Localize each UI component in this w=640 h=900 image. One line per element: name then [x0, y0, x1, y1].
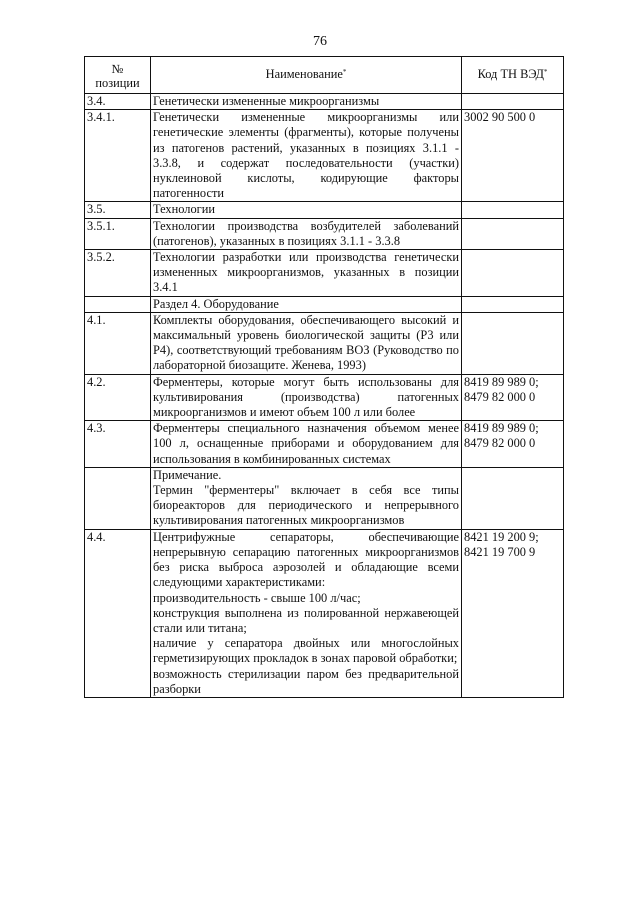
cell-name: [151, 202, 462, 218]
cell-code: [462, 421, 564, 468]
cell-code: [462, 312, 564, 374]
cell-code: [462, 94, 564, 110]
cell-code-line: 8479 82 000 0: [464, 436, 536, 451]
cell-code: [462, 467, 564, 529]
cell-name-line: Ферментеры, которые могут быть использованы для культивирования (производства) патогенных микроорганизмов и имеют объем 100 л или более: [153, 374, 459, 420]
table-row: [85, 529, 564, 697]
cell-position-number: 3.5.2.: [85, 250, 151, 297]
table-row: [85, 296, 564, 312]
cell-position-number: 4.3.: [85, 421, 151, 468]
header-name-label: Наименование: [265, 67, 343, 82]
cell-name-line: Раздел 4. Оборудование: [153, 296, 279, 311]
cell-name: [151, 250, 462, 297]
cell-name-line: возможность стерилизации паром без предварительной разборки: [153, 666, 459, 696]
cell-code-line: 8419 89 989 0;: [464, 421, 539, 436]
cell-name: [151, 421, 462, 468]
cell-code: [462, 374, 564, 421]
cell-position-number: 3.5.: [85, 202, 151, 218]
header-name: [151, 57, 462, 94]
cell-name-line: Генетически измененные микроорганизмы: [153, 94, 380, 108]
cell-name-line: Ферментеры специального назначения объемом менее 100 л, оснащенные приборами и оборудованием для использования в комбинированных системах: [153, 421, 459, 466]
header-name-footnote: *: [342, 68, 347, 77]
cell-name-line: Центрифужные сепараторы, обеспечивающие непрерывную сепарацию патогенных микроорганизмов без риска выброса аэрозолей и обладающие всеми следующими характеристиками:: [153, 529, 459, 590]
cell-position-number: 3.4.1.: [85, 110, 151, 202]
cell-name: [151, 529, 462, 697]
cell-name: [151, 374, 462, 421]
table-row: [85, 94, 564, 110]
cell-name: [151, 218, 462, 249]
cell-name: [151, 94, 462, 110]
classification-table: [84, 56, 564, 698]
cell-code: [462, 218, 564, 249]
table-header-row: [85, 57, 564, 94]
cell-position-number: 4.1.: [85, 312, 151, 374]
cell-code-line: 8479 82 000 0: [464, 389, 536, 404]
cell-code-line: 8421 19 700 9: [464, 544, 536, 559]
table-row: [85, 374, 564, 421]
header-position-number: [85, 57, 151, 94]
cell-name-line: производительность - свыше 100 л/час;: [153, 590, 361, 605]
cell-name-line: Технологии разработки или производства генетически измененных микроорганизмов, указанных в позиции 3.4.1: [153, 250, 459, 295]
cell-position-number: 4.2.: [85, 374, 151, 421]
header-code-label: Код ТН ВЭД: [477, 67, 544, 82]
table-row: [85, 110, 564, 202]
cell-code: [462, 529, 564, 697]
cell-position-number: 4.4.: [85, 529, 151, 697]
cell-name-line: Примечание.: [153, 467, 222, 482]
table-row: [85, 250, 564, 297]
header-code-footnote: *: [543, 68, 548, 77]
header-num-symbol: №: [111, 62, 124, 76]
page-number: 76: [313, 34, 327, 49]
cell-code-line: 8421 19 200 9;: [464, 529, 539, 544]
cell-code: [462, 250, 564, 297]
cell-code: [462, 296, 564, 312]
cell-name: [151, 110, 462, 202]
cell-name-line: Комплекты оборудования, обеспечивающего высокий и максимальный уровень биологической защиты (Р3 или Р4), соответствующий требованиям ВОЗ (Руководство по лабораторной биозащите. Женева, 1993): [153, 312, 459, 373]
table-row: [85, 202, 564, 218]
cell-position-number: 3.4.: [85, 94, 151, 110]
cell-code-line: 3002 90 500 0: [464, 110, 536, 125]
table-row: [85, 467, 564, 529]
cell-name: [151, 312, 462, 374]
table-row: [85, 312, 564, 374]
cell-code-line: 8419 89 989 0;: [464, 374, 539, 389]
cell-code: [462, 110, 564, 202]
header-num-label: позиции: [95, 76, 140, 90]
cell-name-line: конструкция выполнена из полированной нержавеющей стали или титана;: [153, 605, 459, 635]
cell-code: [462, 202, 564, 218]
cell-name: [151, 467, 462, 529]
cell-position-number: [85, 296, 151, 312]
cell-name-line: Генетически измененные микроорганизмы или генетические элементы (фрагменты), которые получены из патогенов растений, указанных в позициях 3.1.1 - 3.3.8, и содержат последовательности (участки) нуклеиновой кислоты, кодирующие факторы патогенности: [153, 110, 459, 201]
cell-name-line: Технологии: [153, 202, 216, 217]
cell-name-line: наличие у сепаратора двойных или многослойных герметизирующих прокладок в зонах паровой обработки;: [153, 636, 459, 666]
cell-name: [151, 296, 462, 312]
header-code: [462, 57, 564, 94]
cell-name-line: Технологии производства возбудителей заболеваний (патогенов), указанных в позициях 3.1.1 - 3.3.8: [153, 218, 459, 248]
table-row: [85, 421, 564, 468]
cell-position-number: [85, 467, 151, 529]
cell-position-number: 3.5.1.: [85, 218, 151, 249]
table-row: [85, 218, 564, 249]
cell-name-line: Термин "ферментеры" включает в себя все типы биореакторов для периодического и непрерывного культивирования патогенных микроорганизмов: [153, 483, 459, 528]
